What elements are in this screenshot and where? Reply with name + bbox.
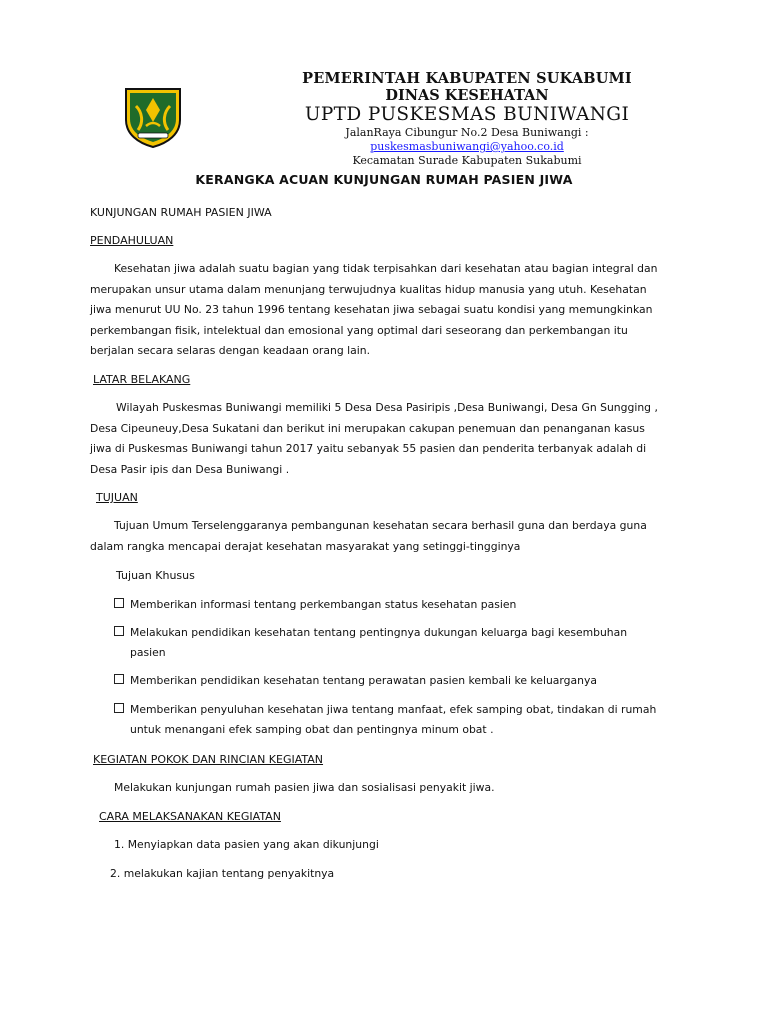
tujuan-khusus-item [114,671,597,691]
bullet-continuation: pasien [130,646,166,659]
kegiatan-text: Melakukan kunjungan rumah pasien jiwa dan sosialisasi penyakit jiwa. [114,781,495,794]
cara-step: 1. Menyiapkan data pasien yang akan dikunjungi [114,838,379,851]
address: JalanRaya Cibungur No.2 Desa Buniwangi : [345,126,589,139]
checkbox-bullet-icon [114,674,124,684]
paragraph-line: jiwa menurut UU No. 23 tahun 1996 tentang kesehatan jiwa sebagai suatu kondisi yang memungkinkan [90,303,653,316]
paragraph-line: dalam rangka mencapai derajat kesehatan masyarakat yang setinggi-tingginya [90,539,521,553]
cara-step: 2. melakukan kajian tentang penyakitnya [110,867,335,880]
email-link[interactable]: puskesmasbuniwangi@yahoo.co.id [370,140,564,153]
paragraph-line: merupakan unsur utama dalam menunjang terwujudnya kualitas hidup manusia yang utuh. Kesehatan [90,282,647,296]
bullet-text: Memberikan pendidikan kesehatan tentang perawatan pasien kembali ke keluarganya [130,674,597,687]
paragraph-line: berjalan secara selaras dengan keadaan orang lain. [90,344,370,357]
letterhead [0,0,768,175]
cara-heading: CARA MELAKSANAKAN KEGIATAN [99,810,281,823]
tujuan-khusus-item [114,623,627,663]
paragraph-line: Tujuan Umum Terselenggaranya pembangunan kesehatan secara berhasil guna dan berdaya guna [114,519,647,532]
checkbox-bullet-icon [114,598,124,608]
paragraph-line: Desa Cipeuneuy,Desa Sukatani dan berikut ini merupakan cakupan penemuan dan penanganan kasus [90,421,645,435]
checkbox-bullet-icon [114,626,124,636]
district: Kecamatan Surade Kabupaten Sukabumi [352,154,582,167]
agency-name: DINAS KESEHATAN [385,87,549,104]
paragraph-line: Kesehatan jiwa adalah suatu bagian yang tidak terpisahkan dari kesehatan atau bagian integral dan [114,262,658,275]
pendahuluan-paragraph [90,259,690,362]
government-name: PEMERINTAH KABUPATEN SUKABUMI [302,70,632,87]
tujuan-khusus-label: Tujuan Khusus [116,569,195,582]
paragraph-line: jiwa di Puskesmas Buniwangi tahun 2017 yaitu sebanyak 55 pasien dan penderita terbanyak adalah di [90,442,647,455]
tujuan-khusus-item [114,595,516,615]
checkbox-bullet-icon [114,703,124,713]
tujuan-umum-paragraph [90,516,690,557]
sukabumi-regency-logo [122,86,184,148]
bullet-text: Memberikan informasi tentang perkembangan status kesehatan pasien [130,598,517,611]
letterhead-text [282,70,652,168]
paragraph-line: Wilayah Puskesmas Buniwangi memiliki 5 Desa Desa Pasiripis ,Desa Buniwangi, Desa Gn Sungging , [116,401,658,414]
bullet-continuation: untuk menangani efek samping obat dan pentingnya minum obat . [130,723,494,736]
paragraph-line: Desa Pasir ipis dan Desa Buniwangi . [90,462,290,476]
bullet-text: Melakukan pendidikan kesehatan tentang pentingnya dukungan keluarga bagi kesembuhan [130,626,628,639]
latar-belakang-paragraph [90,398,690,480]
latar-belakang-heading: LATAR BELAKANG [93,373,191,386]
subtitle: KUNJUNGAN RUMAH PASIEN JIWA [90,206,272,219]
bullet-text: Memberikan penyuluhan kesehatan jiwa tentang manfaat, efek samping obat, tindakan di rumah [130,703,657,716]
kegiatan-heading: KEGIATAN POKOK DAN RINCIAN KEGIATAN [93,753,324,766]
paragraph-line: perkembangan fisik, intelektual dan emosional yang optimal dari seseorang dan perkembangan itu [90,323,628,337]
document-title: KERANGKA ACUAN KUNJUNGAN RUMAH PASIEN JIWA [195,172,573,187]
pendahuluan-heading: PENDAHULUAN [90,234,174,247]
institution-name: UPTD PUSKESMAS BUNIWANGI [304,104,630,125]
tujuan-khusus-item [114,700,656,740]
tujuan-heading: TUJUAN [96,491,138,504]
